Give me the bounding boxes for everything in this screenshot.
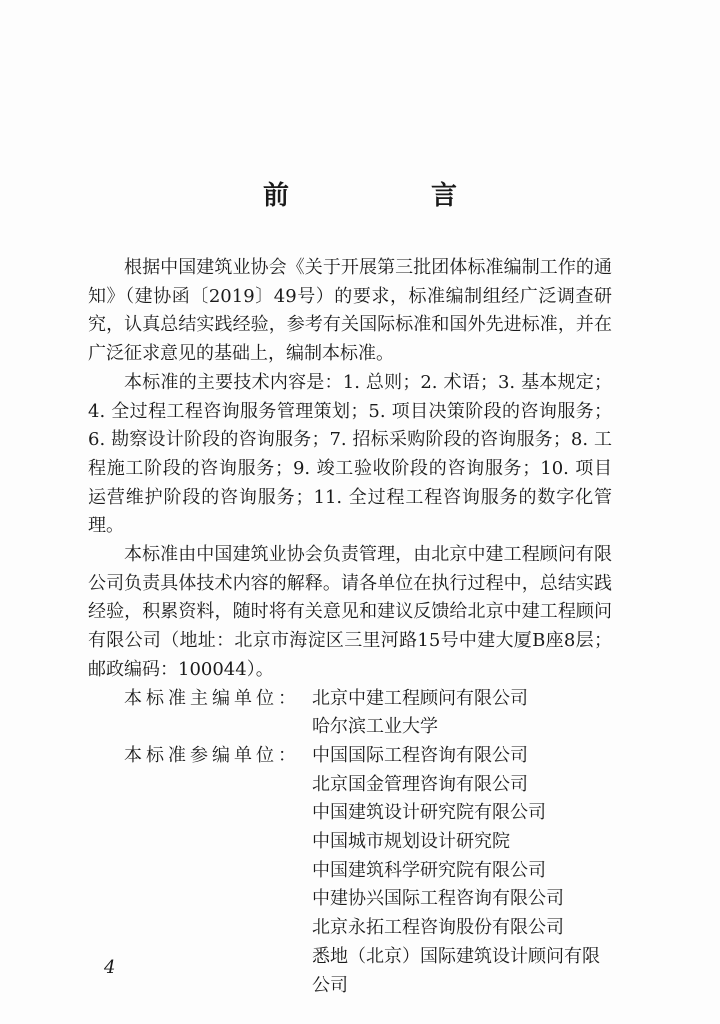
preface-paragraph-3: 本标准由中国建筑业协会负责管理，由北京中建工程顾问有限公司负责具体技术内容的解释。请各单位在执行过程中，总结实践经验，积累资料，随时将有关意见和建议反馈给北京中建工程顾问有限公司（地址：北京市海淀区三里河路15号中建大厦B座8层；邮政编码：100044）。: [88, 544, 612, 680]
participating-unit-item: 北京国金管理咨询有限公司: [312, 773, 528, 795]
participating-units-label: 本标准参编单位：: [124, 744, 300, 766]
preface-paragraph-1: 根据中国建筑业协会《关于开展第三批团体标准编制工作的通知》（建协函〔2019〕49号）的要求，标准编制组经广泛调查研究，认真总结实践经验，参考有关国际标准和国外先进标准，并在广泛征求意见的基础上，编制本标准。: [88, 257, 612, 365]
chief-unit-item: 北京中建工程顾问有限公司: [312, 687, 528, 709]
participating-unit-item: 中国建筑设计研究院有限公司: [312, 802, 546, 824]
chief-units-list: [312, 685, 612, 742]
chief-unit-item: 哈尔滨工业大学: [312, 716, 438, 738]
preface-body: [88, 254, 612, 1000]
participating-unit-item: 中国国际工程咨询有限公司: [312, 744, 528, 766]
participating-unit-item: 北京永拓工程咨询股份有限公司: [312, 917, 564, 939]
page-title: 前 言: [262, 181, 515, 211]
chief-units-block: [88, 685, 612, 742]
participating-unit-item: 中国城市规划设计研究院: [312, 831, 510, 853]
participating-unit-item: 中建协兴国际工程咨询有限公司: [312, 888, 564, 910]
participating-units-list: [312, 742, 612, 1000]
participating-unit-item: 中国建筑科学研究院有限公司: [312, 859, 546, 881]
chief-units-label: 本标准主编单位：: [124, 687, 300, 709]
participating-unit-item: 悉地（北京）国际建筑设计顾问有限公司: [312, 945, 600, 996]
participating-units-block: [88, 742, 612, 1000]
preface-paragraph-2: 本标准的主要技术内容是：1. 总则；2. 术语；3. 基本规定；4. 全过程工程咨询服务管理策划；5. 项目决策阶段的咨询服务；6. 勘察设计阶段的咨询服务；7. 招标采购阶段的咨询服务；8. 工程施工阶段的咨询服务；9. 竣工验收阶段的咨询服务；10. 项目运营维护阶段的咨询服务；11. 全过程工程咨询服务的数字化管理。: [88, 371, 612, 537]
page-number: 4: [104, 957, 116, 978]
